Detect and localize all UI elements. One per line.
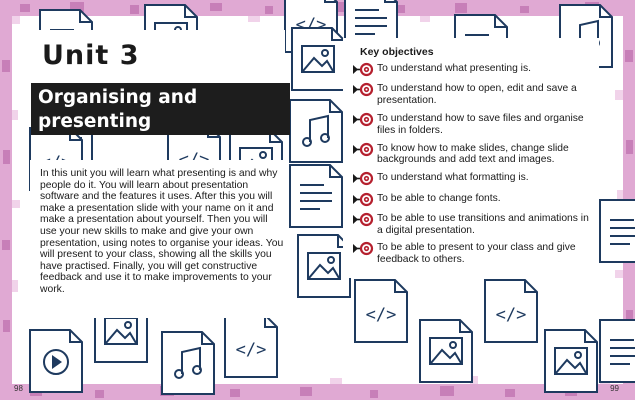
objective-item	[352, 143, 597, 166]
unit-heading: Organising and presenting	[38, 87, 198, 132]
intro-paragraph: In this unit you will learn what presenting is and why people do it. You will learn about presentation software and the features it uses. After this you will make a presentation slide with your name on it and make a presentation about yourself. Then you will use your new skills to make and give your own presentation, using notes to organise your ideas. You will present to your class, showing all the skills you have practised. Finally, you will get constructive feedback and use it to make improvements to your work.	[40, 168, 284, 295]
objective-item	[352, 113, 597, 136]
page-number-left: 98	[14, 384, 23, 393]
objective-item	[352, 213, 597, 236]
objectives-title: Key objectives	[360, 46, 434, 58]
objective-text: To understand what formatting is.	[377, 172, 529, 184]
objective-text: To be able to change fonts.	[377, 192, 501, 204]
objective-item	[352, 242, 597, 265]
objective-item	[352, 63, 597, 77]
unit-title: Unit 3	[42, 40, 140, 71]
target-icon	[352, 171, 374, 186]
objective-text: To understand what presenting is.	[377, 63, 531, 74]
objective-text: To understand how to open, edit and save a presentation.	[377, 83, 577, 106]
objective-text: To understand how to save files and organise files in folders.	[377, 112, 584, 136]
objective-text: To be able to use transitions and animations in a digital presentation.	[377, 212, 589, 236]
target-icon	[352, 82, 374, 97]
target-icon	[352, 62, 374, 77]
objective-text: To be able to present to your class and give feedback to others.	[377, 242, 576, 266]
target-icon	[352, 142, 374, 157]
target-icon	[352, 112, 374, 127]
objective-text: To know how to make slides, change slide backgrounds and add text and images.	[377, 142, 569, 166]
target-icon	[352, 192, 374, 207]
target-icon	[352, 212, 374, 227]
objective-item	[352, 172, 597, 186]
target-icon	[352, 241, 374, 256]
page-number-right: 99	[610, 384, 619, 393]
objective-item	[352, 83, 597, 106]
objectives-list	[352, 63, 597, 272]
objective-item	[352, 193, 597, 207]
